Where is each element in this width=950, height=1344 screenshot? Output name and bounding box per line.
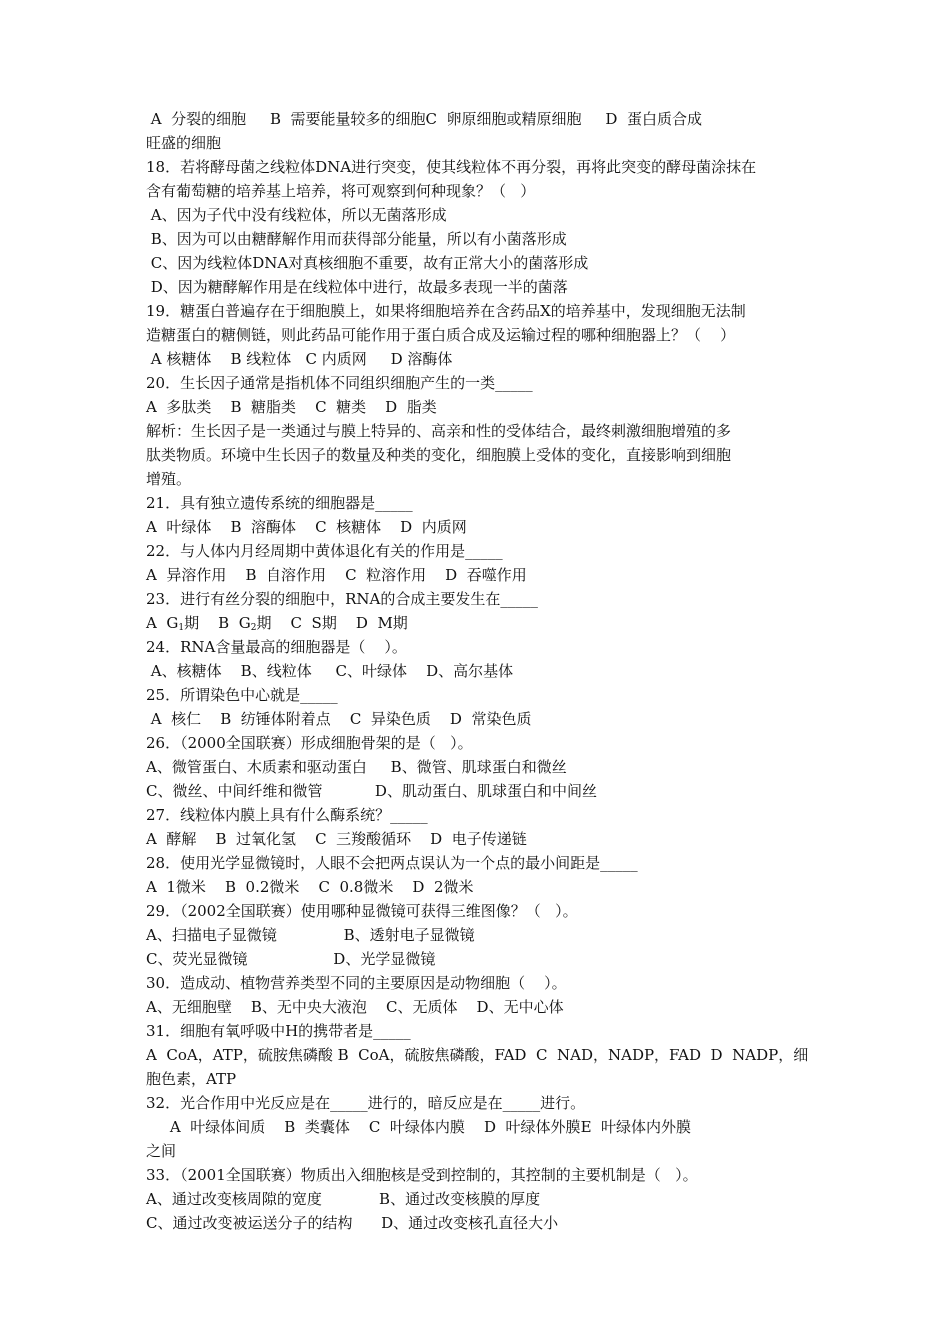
q23-option-a-subscript: 1 — [178, 623, 185, 633]
q19-stem-line2: 造糖蛋白的糖侧链，则此药品可能作用于蛋白质合成及运输过程的哪种细胞器上？（ ） — [146, 326, 736, 344]
q17-options-line2: 旺盛的细胞 — [146, 134, 222, 152]
q18-option-b: B、因为可以由糖酵解作用而获得部分能量，所以有小菌落形成 — [146, 230, 567, 248]
q21-options: A 叶绿体 B 溶酶体 C 核糖体 D 内质网 — [146, 518, 467, 536]
q25-options: A 核仁 B 纺锤体附着点 C 异染色质 D 常染色质 — [146, 710, 532, 728]
q22-options: A 异溶作用 B 自溶作用 C 粒溶作用 D 吞噬作用 — [146, 566, 527, 584]
q29-options-cd: C、荧光显微镜 D、光学显微镜 — [146, 950, 436, 968]
q18-option-d: D、因为糖酵解作用是在线粒体中进行，故最多表现一半的菌落 — [146, 278, 568, 296]
q26-stem: 26．（2000全国联赛）形成细胞骨架的是（ ）。 — [146, 734, 473, 752]
q17-options-line1: A 分裂的细胞 B 需要能量较多的细胞C 卵原细胞或精原细胞 D 蛋白质合成 — [146, 110, 702, 128]
q23-option-b-text: 期 B G — [184, 614, 251, 632]
q20-stem: 20．生长因子通常是指机体不同组织细胞产生的一类_____ — [146, 374, 533, 392]
q33-stem: 33．（2001全国联赛）物质出入细胞核是受到控制的，其控制的主要机制是（ ）。 — [146, 1166, 698, 1184]
q32-options-line1: A 叶绿体间质 B 类囊体 C 叶绿体内膜 D 叶绿体外膜E 叶绿体内外膜 — [146, 1118, 692, 1136]
q19-stem-line1: 19．糖蛋白普遍存在于细胞膜上，如果将细胞培养在含药品X的培养基中，发现细胞无法制 — [146, 302, 746, 320]
q23-option-cd-text: 期 C S期 D M期 — [256, 614, 408, 632]
q23-option-b-subscript: 2 — [250, 623, 257, 633]
q31-stem: 31．细胞有氧呼吸中H的携带者是_____ — [146, 1022, 411, 1040]
q22-stem: 22．与人体内月经周期中黄体退化有关的作用是_____ — [146, 542, 503, 560]
q20-analysis-line2: 肽类物质。环境中生长因子的数量及种类的变化，细胞膜上受体的变化，直接影响到细胞 — [146, 446, 732, 464]
q23-stem: 23．进行有丝分裂的细胞中，RNA的合成主要发生在_____ — [146, 590, 538, 608]
q29-options-ab: A、扫描电子显微镜 B、透射电子显微镜 — [146, 926, 475, 944]
q18-option-a: A、因为子代中没有线粒体，所以无菌落形成 — [146, 206, 447, 224]
q28-options: A 1微米 B 0.2微米 C 0.8微米 D 2微米 — [146, 878, 474, 896]
q28-stem: 28．使用光学显微镜时，人眼不会把两点误认为一个点的最小间距是_____ — [146, 854, 638, 872]
document-page — [146, 107, 818, 1235]
q20-analysis-line1: 解析：生长因子是一类通过与膜上特异的、高亲和性的受体结合，最终刺激细胞增殖的多 — [146, 422, 732, 440]
q24-options: A、核糖体 B、线粒体 C、叶绿体 D、高尔基体 — [146, 662, 514, 680]
q27-stem: 27．线粒体内膜上具有什么酶系统？_____ — [146, 806, 428, 824]
q29-stem: 29．（2002全国联赛）使用哪种显微镜可获得三维图像？（ ）。 — [146, 902, 578, 920]
q25-stem: 25．所谓染色中心就是_____ — [146, 686, 338, 704]
q32-options-line2: 之间 — [146, 1142, 177, 1160]
q18-stem-line2: 含有葡萄糖的培养基上培养，将可观察到何种现象？（ ） — [146, 182, 536, 200]
q23-option-a-text: A G — [146, 614, 179, 632]
q19-options: A 核糖体 B 线粒体 C 内质网 D 溶酶体 — [146, 350, 453, 368]
q32-stem: 32．光合作用中光反应是在_____进行的，暗反应是在_____进行。 — [146, 1094, 586, 1112]
q26-options-ab: A、微管蛋白、木质素和驱动蛋白 B、微管、肌球蛋白和微丝 — [146, 758, 567, 776]
q27-options: A 酵解 B 过氧化氢 C 三羧酸循环 D 电子传递链 — [146, 830, 527, 848]
q30-stem: 30．造成动、植物营养类型不同的主要原因是动物细胞（ ）。 — [146, 974, 567, 992]
q23-options — [146, 611, 818, 635]
q31-options-line2: 胞色素，ATP — [146, 1070, 237, 1088]
q20-analysis-line3: 增殖。 — [146, 470, 192, 488]
q24-stem: 24．RNA含量最高的细胞器是（ ）。 — [146, 638, 407, 656]
q26-options-cd: C、微丝、中间纤维和微管 D、肌动蛋白、肌球蛋白和中间丝 — [146, 782, 597, 800]
q21-stem: 21．具有独立遗传系统的细胞器是_____ — [146, 494, 413, 512]
q31-options-line1: A CoA，ATP，硫胺焦磷酸 B CoA，硫胺焦磷酸，FAD C NAD，NADP，FAD D NADP，细 — [146, 1046, 809, 1064]
q33-options-cd: C、通过改变被运送分子的结构 D、通过改变核孔直径大小 — [146, 1214, 559, 1232]
q33-options-ab: A、通过改变核周隙的宽度 B、通过改变核膜的厚度 — [146, 1190, 541, 1208]
q30-options: A、无细胞壁 B、无中央大液泡 C、无质体 D、无中心体 — [146, 998, 564, 1016]
q18-option-c: C、因为线粒体DNA对真核细胞不重要，故有正常大小的菌落形成 — [146, 254, 589, 272]
q18-stem-line1: 18．若将酵母菌之线粒体DNA进行突变，使其线粒体不再分裂，再将此突变的酵母菌涂抹在 — [146, 158, 757, 176]
q20-options: A 多肽类 B 糖脂类 C 糖类 D 脂类 — [146, 398, 437, 416]
